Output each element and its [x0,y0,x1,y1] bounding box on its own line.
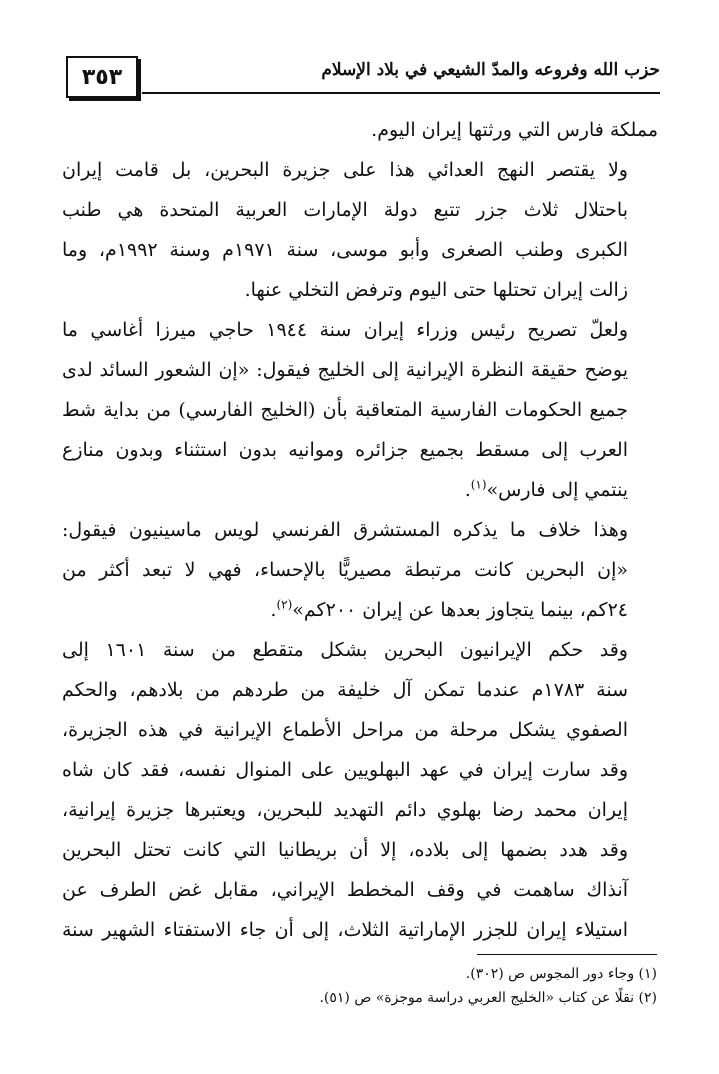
text-line: زالت إيران تحتلها حتى اليوم وترفض التخلي عنها. [244,279,628,301]
text-line: مملكة فارس التي ورثتها إيران اليوم. [371,119,658,141]
body-text [62,110,658,950]
text-line [62,470,658,510]
footnotes [61,962,657,1010]
page-number: ٣٥٣ [66,56,138,98]
paragraph-1 [62,110,658,150]
paragraph-2 [62,150,658,310]
text-line: الكبرى وطنب الصغرى وأبو موسى، سنة ١٩٧١م وسنة ١٩٩٢م، وما [62,239,629,261]
text-line-content: ٢٤كم، بينما يتجاوز بعدها عن إيران ٢٠٠كم» [292,599,628,621]
text-line: استيلاء إيران للجزر الإماراتية الثلاث، إلى أن جاء الاستفتاء الشهير سنة [62,919,628,941]
footnote-2: (٢) نقلًا عن كتاب «الخليج العربي دراسة موجزة» ص (٥١). [319,990,657,1006]
text-line: «إن البحرين كانت مرتبطة مصيريًّا بالإحساء، فهي لا تبعد أكثر من [62,559,628,581]
text-line [62,590,658,630]
text-line: جميع الحكومات الفارسية المتعاقبة بأن (الخليج الفارسي) من بداية شط [62,399,628,421]
running-title: حزب الله وفروعه والمدّ الشيعي في بلاد الإسلام [321,60,660,80]
line-end-punct: . [464,479,471,501]
text-line: وقد هدد بضمها إلى بلاده، إلا أن بريطانيا التي كانت تحتل البحرين [62,839,628,861]
text-line: ولا يقتصر النهج العدائي هذا على جزيرة البحرين، بل قامت إيران [62,159,628,181]
footnote-rule [477,954,657,955]
paragraph-5 [62,630,658,950]
footnote-1: (١) وجاء دور المجوس ص (٣٠٢). [465,966,657,982]
text-line: العرب إلى مسقط بجميع جزائره وموانيه بدون استثناء وبدون منازع [62,439,628,461]
text-line: وقد سارت إيران في عهد البهلويين على المنوال نفسه، فقد كان شاه [62,759,628,781]
paragraph-4 [62,510,658,630]
text-line: وقد حكم الإيرانيون البحرين بشكل متقطع من سنة ١٦٠١ إلى [62,639,628,661]
footnote-ref-2[interactable]: (٢) [276,597,293,612]
text-line: يوضح حقيقة النظرة الإيرانية إلى الخليج فيقول: «إن الشعور السائد لدى [62,359,628,381]
footnote-ref-1[interactable]: (١) [470,477,487,492]
paragraph-3 [62,310,658,510]
text-line: ولعلّ تصريح رئيس وزراء إيران سنة ١٩٤٤ حاجي ميرزا أغاسي ما [62,319,628,341]
header-rule [142,92,660,94]
text-line: باحتلال ثلاث جزر تتبع دولة الإمارات العربية المتحدة هي طنب [62,199,628,221]
text-line: وهذا خلاف ما يذكره المستشرق الفرنسي لويس ماسينيون فيقول: [62,519,628,541]
text-line: إيران محمد رضا بهلوي دائم التهديد للبحرين، ويعتبرها جزيرة إيرانية، [62,799,628,821]
text-line: الصفوي يشكل مرحلة من مراحل الأطماع الإيرانية في هذه الجزيرة، [62,719,628,741]
text-line: آنذاك ساهمت في وقف المخطط الإيراني، مقابل غض الطرف عن [62,879,628,901]
text-line: سنة ١٧٨٣م عندما تمكن آل خليفة من طردهم من بلادهم، والحكم [62,679,628,701]
text-line-content: ينتمي إلى فارس» [486,479,628,501]
line-end-punct: . [270,599,277,621]
page-header [66,56,660,96]
